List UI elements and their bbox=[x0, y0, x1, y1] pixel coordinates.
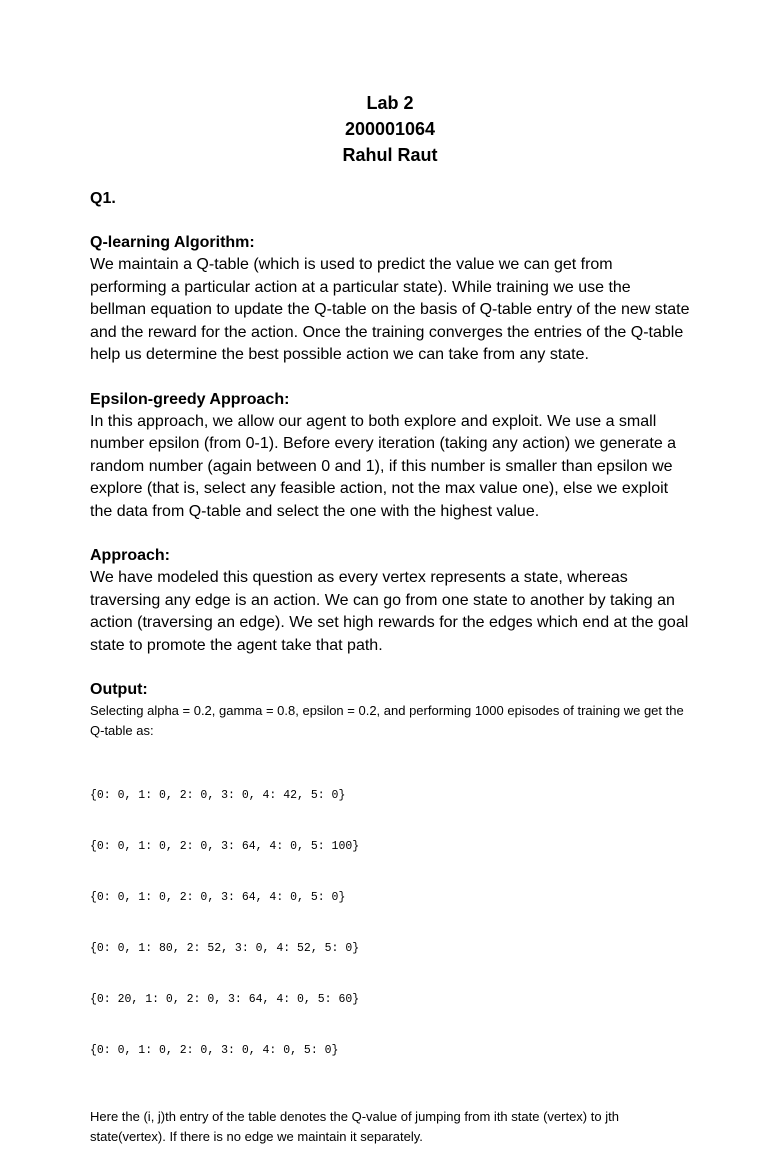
section-epsilon-greedy bbox=[90, 389, 690, 524]
output-note: Here the (i, j)th entry of the table denotes the Q-value of jumping from ith state (vertex) to jth state(vertex). If there is no edge we maintain it separately. bbox=[90, 1109, 619, 1144]
document-title: Lab 2 bbox=[366, 93, 414, 113]
q-table-row: {0: 0, 1: 0, 2: 0, 3: 64, 4: 0, 5: 0} bbox=[90, 891, 346, 904]
author-name: Rahul Raut bbox=[342, 145, 438, 165]
section-heading-output: Output: bbox=[90, 681, 148, 698]
section-body-q-learning: We maintain a Q-table (which is used to predict the value we can get from performing a particular action at a particular state). While training we use the bellman equation to update the Q-table on the basis of Q-table entry of the new state and the reward for the action. Once the training converges the entries of the Q-table help us determine the best possible action we can take from any state. bbox=[90, 256, 690, 363]
q-table-row: {0: 0, 1: 80, 2: 52, 3: 0, 4: 52, 5: 0} bbox=[90, 942, 360, 955]
section-heading-epsilon-greedy: Epsilon-greedy Approach: bbox=[90, 390, 290, 408]
section-approach bbox=[90, 545, 690, 657]
section-output bbox=[90, 679, 690, 1147]
section-heading-q-learning: Q-learning Algorithm: bbox=[90, 234, 255, 251]
section-heading-approach: Approach: bbox=[90, 547, 170, 564]
q-table-row: {0: 0, 1: 0, 2: 0, 3: 64, 4: 0, 5: 100} bbox=[90, 840, 360, 853]
question-label: Q1. bbox=[90, 190, 116, 207]
section-q-learning bbox=[90, 232, 690, 367]
q-table-row: {0: 0, 1: 0, 2: 0, 3: 0, 4: 0, 5: 0} bbox=[90, 1044, 339, 1057]
q-table-code-block bbox=[90, 753, 690, 1093]
q-table-row: {0: 20, 1: 0, 2: 0, 3: 64, 4: 0, 5: 60} bbox=[90, 993, 360, 1006]
section-body-approach: We have modeled this question as every vertex represents a state, whereas traversing any edge is an action. We can go from one state to another by taking an action (traversing an edge). We set high rewards for the edges which end at the goal state to promote the agent take that path. bbox=[90, 569, 689, 654]
output-intro: Selecting alpha = 0.2, gamma = 0.8, epsilon = 0.2, and performing 1000 episodes of training we get the Q-table as: bbox=[90, 703, 684, 738]
section-body-epsilon-greedy: In this approach, we allow our agent to both explore and exploit. We use a small number epsilon (from 0-1). Before every iteration (taking any action) we generate a random number (again between 0 and 1), if this number is smaller than epsilon we explore (that is, select any feasible action, not the max value one), else we exploit the data from Q-table and select the one with the highest value. bbox=[90, 412, 677, 520]
title-block bbox=[90, 90, 690, 168]
roll-number: 200001064 bbox=[344, 119, 436, 139]
q-table-row: {0: 0, 1: 0, 2: 0, 3: 0, 4: 42, 5: 0} bbox=[90, 789, 346, 802]
document-page bbox=[90, 90, 690, 1169]
